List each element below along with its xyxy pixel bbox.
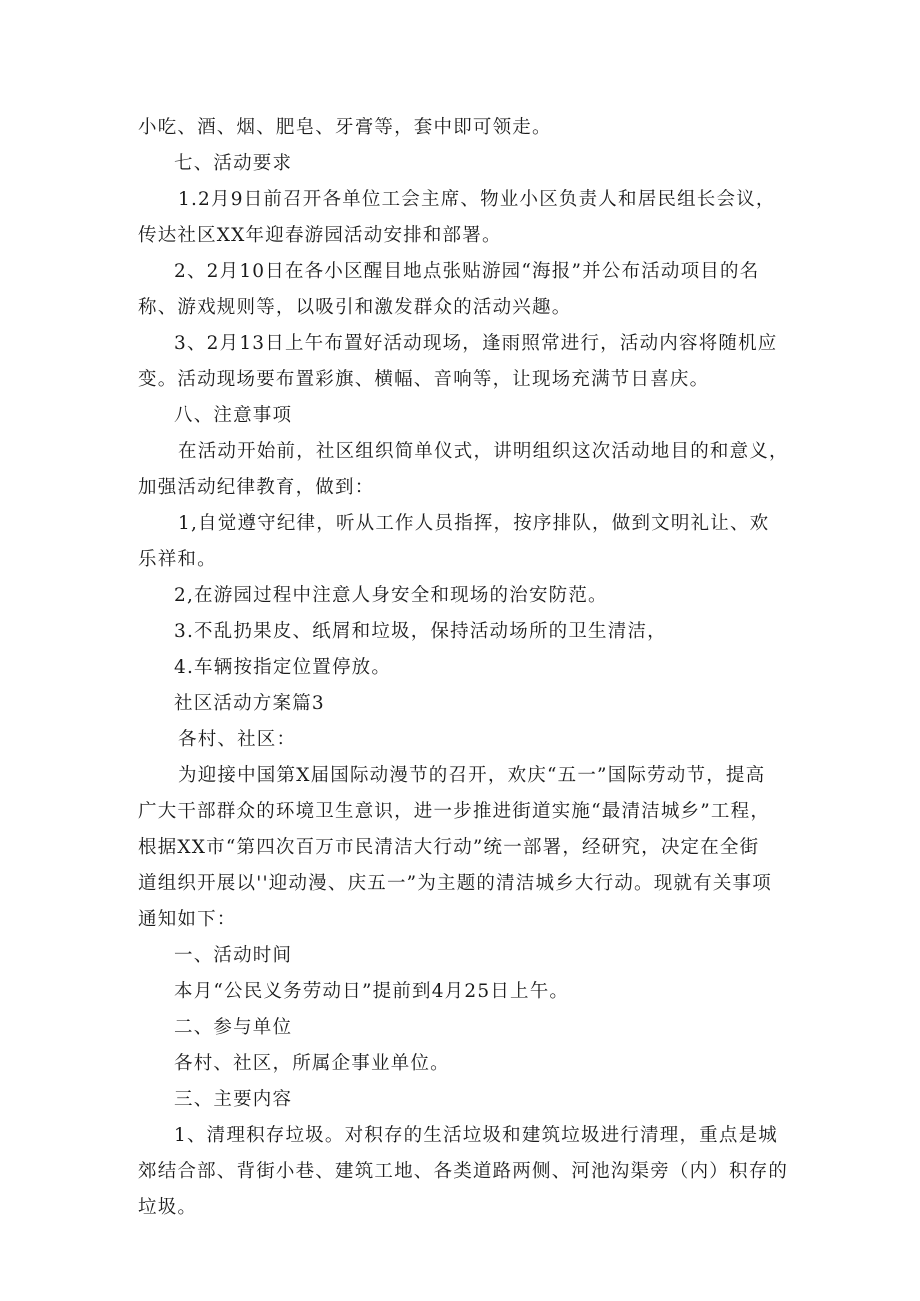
text-line-27: 各村、社区，所属企事业单位。 xyxy=(174,1053,450,1074)
section-heading-1: 一、活动时间 xyxy=(174,945,293,966)
text-line-10: 在活动开始前，社区组织简单仪式，讲明组织这次活动地目的和意义， xyxy=(178,441,789,462)
text-line-11: 加强活动纪律教育，做到： xyxy=(138,477,375,498)
article-title: 社区活动方案篇3 xyxy=(174,693,325,714)
text-line-3: 1.2月9日前召开各单位工会主席、物业小区负责人和居民组长会议， xyxy=(178,189,776,210)
text-line-30: 郊结合部、背街小巷、建筑工地、各类道路两侧、河池沟渠旁（内）积存的 xyxy=(138,1161,789,1182)
section-heading-8: 八、注意事项 xyxy=(174,405,293,426)
text-line-25: 本月“公民义务劳动日”提前到4月25日上午。 xyxy=(174,981,570,1002)
text-line-19: 为迎接中国第X届国际动漫节的召开，欢庆“五一”国际劳动节，提高 xyxy=(178,765,766,786)
text-line-4: 传达社区XX年迎春游园活动安排和部署。 xyxy=(138,225,502,246)
text-line-8: 变。活动现场要布置彩旗、横幅、音响等，让现场充满节日喜庆。 xyxy=(138,369,710,390)
section-heading-3: 三、主要内容 xyxy=(174,1089,293,1110)
salutation: 各村、社区： xyxy=(178,729,297,750)
text-line-13: 乐祥和。 xyxy=(138,549,217,570)
text-line-31: 垃圾。 xyxy=(138,1197,198,1218)
text-line-5: 2、2月10日在各小区醒目地点张贴游园“海报”并公布活动项目的名 xyxy=(174,261,760,282)
text-line-22: 道组织开展以''迎动漫、庆五一”为主题的清洁城乡大行动。现就有关事项 xyxy=(138,873,772,894)
text-line-15: 3.不乱扔果皮、纸屑和垃圾，保持活动场所的卫生清洁， xyxy=(174,621,667,642)
section-heading-7: 七、活动要求 xyxy=(174,153,293,174)
section-heading-2: 二、参与单位 xyxy=(174,1017,293,1038)
text-line-1: 小吃、酒、烟、肥皂、牙膏等，套中即可领走。 xyxy=(138,117,552,138)
text-line-29: 1、清理积存垃圾。对积存的生活垃圾和建筑垃圾进行清理，重点是城 xyxy=(174,1125,778,1146)
text-line-20: 广大干部群众的环境卫生意识，进一步推进街道实施“最清洁城乡”工程， xyxy=(138,801,771,822)
text-line-21: 根据XX市“第四次百万市民清洁大行动”统一部署，经研究，决定在全街 xyxy=(138,837,760,858)
text-line-14: 2,在游园过程中注意人身安全和现场的治安防范。 xyxy=(174,585,608,606)
text-line-12: 1,自觉遵守纪律，听从工作人员指挥，按序排队，做到文明礼让、欢 xyxy=(178,513,770,534)
text-line-16: 4.车辆按指定位置停放。 xyxy=(174,657,392,678)
text-line-23: 通知如下： xyxy=(138,909,237,930)
text-line-6: 称、游戏规则等，以吸引和激发群众的活动兴趣。 xyxy=(138,297,572,318)
text-line-7: 3、2月13日上午布置好活动现场，逢雨照常进行，活动内容将随机应 xyxy=(174,333,778,354)
